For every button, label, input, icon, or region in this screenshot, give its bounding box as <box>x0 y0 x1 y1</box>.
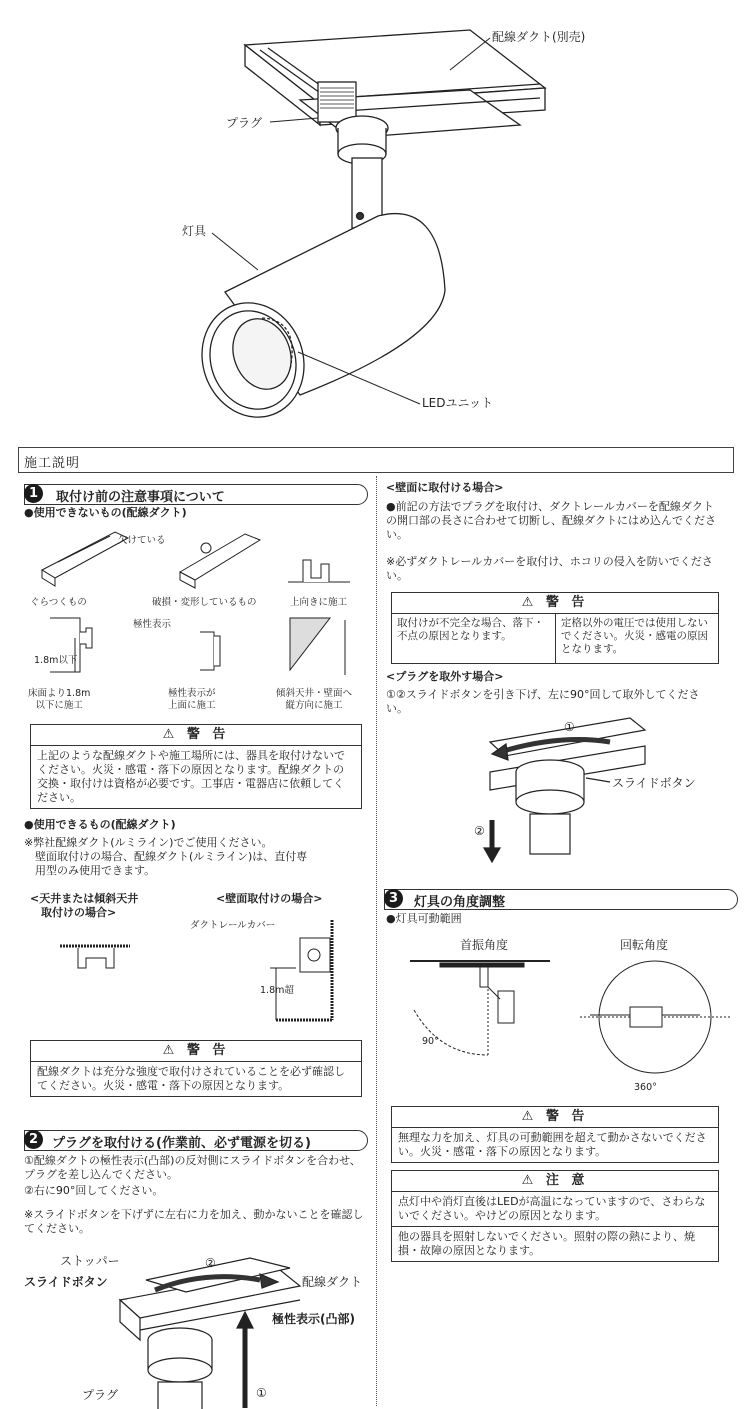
caution-body-1: 点灯中や消灯直後はLEDが高温になっていますので、さわらないでください。やけどの原因となります。 <box>392 1192 718 1227</box>
section2-step2: ②右に90°回してください。 <box>24 1184 164 1197</box>
fixture-label: 灯具 <box>182 224 207 238</box>
caption-floor: 床面より1.8m 以下に施工 <box>28 688 91 711</box>
wall-heading: <壁面取付けの場合> <box>216 892 323 905</box>
angle-range-diagram <box>400 955 730 1085</box>
tilt-label: 首振角度 <box>460 938 509 952</box>
stopper-label: ストッパー <box>60 1254 120 1268</box>
section1-badge: 1 <box>24 484 43 503</box>
broken-callout: 欠けている <box>118 535 166 546</box>
remove-step-2: ② <box>474 824 485 838</box>
warning-box-3 <box>391 592 719 664</box>
rotate-label: 回転角度 <box>620 938 669 952</box>
step-number-1: ① <box>256 1386 267 1400</box>
deg90-label: 90° <box>422 1036 439 1047</box>
step-number-2: ② <box>205 1256 216 1270</box>
caution-body-2: 他の器具を照射しないでください。照射の際の熱により、焼損・故障の原因となります。 <box>398 1230 695 1257</box>
height-label: 1.8m以下 <box>34 655 78 666</box>
wall-mount-text: ●前記の方法でプラグを取付け、ダクトレールカバーを配線ダクトの開口部の長さに合わせて切断し、配線ダクトにはめ込んでください。 <box>386 500 716 541</box>
ceiling-heading: <天井または傾斜天井 取付けの場合> <box>30 892 139 919</box>
caption-wobbly: ぐらつくもの <box>30 597 87 608</box>
warning-box-4 <box>391 1106 719 1163</box>
warning-body: 上記のような配線ダクトや施工場所には、器具を取付けないでください。火災・感電・落下の原因となります。配線ダクトの交換・取付けは資格が必要です。工事店・電器店に依頼してください。 <box>37 749 345 804</box>
warning-title: ⚠ 警 告 <box>392 593 718 614</box>
polarity-label: 極性表示(凸部) <box>272 1312 355 1326</box>
over-label: 1.8m超 <box>260 985 294 996</box>
usable-text: ※弊社配線ダクト(ルミライン)でご使用ください。 壁面取付けの場合、配線ダクト(ルミライン)は、直付専 用型のみ使用できます。 <box>24 836 308 877</box>
caution-title: ⚠ 注 意 <box>392 1171 718 1192</box>
warning-box-2 <box>30 1040 362 1097</box>
slide-button-label-2: スライドボタン <box>612 776 696 790</box>
caution-box <box>391 1170 719 1262</box>
unusable-duct-illustrations <box>20 520 370 700</box>
warning-title: ⚠ 警 告 <box>392 1107 718 1128</box>
warning-box-1 <box>30 724 362 809</box>
remove-plug-text: ①②スライドボタンを引き下げ、左に90°回して取外してください。 <box>386 688 700 715</box>
plug-label: プラグ <box>226 116 263 130</box>
section1-title: 取付け前の注意事項について <box>56 490 225 505</box>
wall-mount-note: ※必ずダクトレールカバーを取付け、ホコリの侵入を防いでください。 <box>386 555 713 582</box>
section3-badge: 3 <box>384 889 403 908</box>
slide-button-label: スライドボタン <box>24 1275 108 1289</box>
caption-broken: 破損・変形しているもの <box>152 597 257 608</box>
section2-badge: 2 <box>24 1130 43 1149</box>
plug-label-2: プラグ <box>82 1388 119 1402</box>
instructions-header <box>18 447 734 473</box>
remove-step-1: ① <box>564 720 575 734</box>
page-title: 施工説明 <box>24 456 81 471</box>
caption-polarity-top: 極性表示が 上面に施工 <box>168 688 216 711</box>
warning-left: 取付けが不完全な場合、落下・不点の原因となります。 <box>392 614 556 664</box>
usable-heading: ●使用できるもの(配線ダクト) <box>24 818 176 831</box>
caption-slanted: 傾斜天井・壁面へ 縦方向に施工 <box>276 688 353 711</box>
unusable-heading: ●使用できないもの(配線ダクト) <box>24 506 187 519</box>
rail-cover-label: ダクトレールカバー <box>190 920 276 931</box>
warning-body: 無理な力を加え、灯具の可動範囲を超えて動かさないでください。火災・感電・落下の原因となります。 <box>398 1131 707 1158</box>
polarity-callout: 極性表示 <box>133 619 172 630</box>
caption-upward: 上向きに施工 <box>290 597 348 608</box>
wall-mount-heading: <壁面に取付ける場合> <box>386 481 504 494</box>
warning-title: ⚠ 警 告 <box>31 725 361 746</box>
led-unit-label: LEDユニット <box>422 396 494 410</box>
section3-title: 灯具の角度調整 <box>414 895 506 910</box>
column-divider <box>376 476 377 1406</box>
range-heading: ●灯具可動範囲 <box>386 912 462 925</box>
section2-note: ※スライドボタンを下げずに左右に力を加え、動かないことを確認してください。 <box>24 1208 364 1235</box>
duct-label: 配線ダクト(別売) <box>492 30 586 44</box>
warning-title: ⚠ 警 告 <box>31 1041 361 1062</box>
remove-plug-heading: <プラグを取外す場合> <box>386 670 504 683</box>
deg360-label: 360° <box>634 1082 657 1093</box>
usable-duct-illustrations <box>40 920 360 1040</box>
warning-right: 定格以外の電圧では使用しないでください。火災・感電の原因となります。 <box>561 617 708 655</box>
product-illustration <box>0 0 748 445</box>
section2-title: プラグを取付ける(作業前、必ず電源を切る) <box>52 1136 311 1151</box>
warning-body: 配線ダクトは充分な強度で取付けされていることを必ず確認してください。火災・感電・落下の原因となります。 <box>37 1065 345 1092</box>
section2-step1: ①配線ダクトの極性表示(凸部)の反対側にスライドボタンを合わせ、プラグを差し込んでください。 <box>24 1154 361 1181</box>
duct-label-2: 配線ダクト <box>302 1275 363 1289</box>
